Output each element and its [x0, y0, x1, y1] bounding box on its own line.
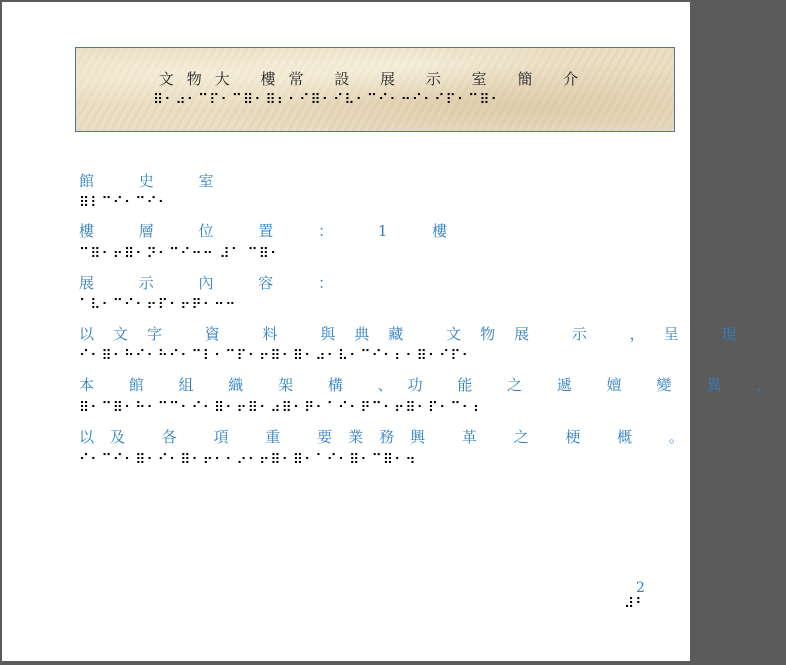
page-number: 2	[636, 580, 645, 596]
document-page	[2, 2, 786, 661]
braille-line: ⠁⠧⠂⠉⠊⠂⠖⠏⠂⠖⠟⠂⠒⠒	[79, 297, 237, 313]
braille-line: ⠉⠿⠂⠖⠿⠂⠝⠂⠉⠊⠒⠒ ⠼⠁ ⠉⠿⠂	[79, 246, 282, 262]
title-braille: ⠿⠂⠴⠂⠉⠏⠂⠉⠿⠂⠿⠆⠂⠊⠿⠂⠊⠧⠂⠉⠊⠂⠒⠊⠂⠊⠏⠂⠉⠿⠂	[153, 92, 502, 108]
braille-line: ⠊⠂⠉⠊⠂⠿⠂⠊⠂⠿⠂⠖⠂⠂⠔⠂⠖⠿⠂⠿⠂⠁⠊⠂⠿⠂⠉⠿⠂⠲	[79, 452, 417, 468]
body-text-line: 以及 各 項 重 要業務興 革 之 梗 概 。	[79, 428, 700, 446]
braille-line: ⠿⠇⠉⠊⠂⠉⠊⠂	[79, 195, 170, 211]
braille-line: ⠊⠂⠿⠂⠓⠊⠂⠓⠊⠂⠉⠇⠂⠉⠏⠂⠖⠿⠂⠿⠂⠴⠂⠧⠂⠉⠊⠂⠆⠂⠿⠂⠊⠏⠂	[79, 348, 473, 364]
page-title: 文物大 樓常 設 展 示 室 簡 介	[158, 70, 592, 88]
braille-line: ⠿⠂⠉⠿⠂⠓⠂⠉⠉⠂⠊⠂⠿⠂⠖⠿⠂⠴⠿⠂⠟⠂⠁⠊⠂⠟⠉⠂⠖⠿⠂⠏⠂⠉⠂⠆	[79, 400, 485, 416]
body-text-line: 以文字 資 料 與典藏 文物展 示 ，呈 現	[79, 325, 756, 343]
section-heading-history: 館 史 室	[79, 172, 234, 190]
exhibit-content-heading: 展 示 內 容 ：	[79, 274, 354, 292]
body-text-line: 本 館 組 織 架 構 、功 能 之 遞 嬗 變 異 ，	[79, 376, 786, 394]
page-number-braille: ⠼⠃	[624, 596, 647, 612]
floor-location-line: 樓 層 位 置 ： 1 樓	[79, 222, 468, 240]
title-banner	[75, 47, 675, 132]
